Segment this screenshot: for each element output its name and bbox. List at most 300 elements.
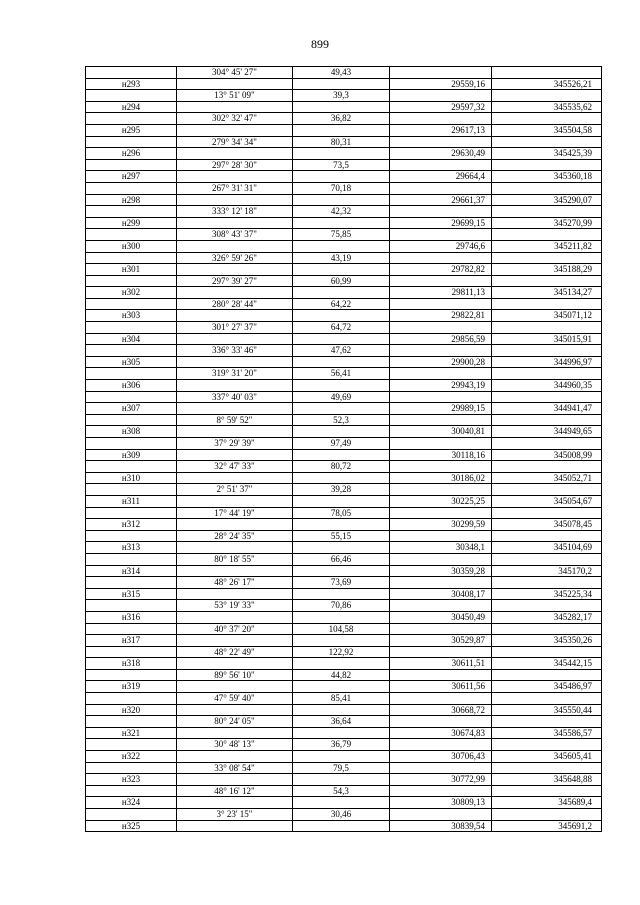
direction-angle-cell: 89° 56' 10" <box>177 669 293 681</box>
distance-cell <box>293 635 390 647</box>
x-coordinate-cell: 29900,28 <box>390 356 492 368</box>
point-number-cell: н312 <box>86 519 177 531</box>
table-row <box>86 542 602 554</box>
distance-cell: 36,64 <box>293 716 390 728</box>
table-row <box>86 240 602 252</box>
direction-angle-cell: 302° 32' 47" <box>177 113 293 125</box>
direction-angle-cell: 53° 19' 33" <box>177 600 293 612</box>
direction-angle-cell: 8° 59' 52" <box>177 414 293 426</box>
y-coordinate-cell: 345104,69 <box>492 542 602 554</box>
distance-cell: 43,19 <box>293 252 390 264</box>
y-coordinate-cell <box>492 182 602 194</box>
distance-cell: 47,62 <box>293 345 390 357</box>
x-coordinate-cell <box>390 600 492 612</box>
direction-angle-cell: 33° 08' 54" <box>177 762 293 774</box>
table-row <box>86 101 602 113</box>
point-number-cell: н302 <box>86 287 177 299</box>
distance-cell: 66,46 <box>293 553 390 565</box>
y-coordinate-cell: 345605,41 <box>492 751 602 763</box>
table-row <box>86 449 602 461</box>
direction-angle-cell <box>177 751 293 763</box>
distance-cell: 78,05 <box>293 507 390 519</box>
x-coordinate-cell <box>390 669 492 681</box>
table-row <box>86 809 602 821</box>
direction-angle-cell: 2° 51' 37" <box>177 484 293 496</box>
table-row <box>86 90 602 102</box>
x-coordinate-cell: 29943,19 <box>390 380 492 392</box>
y-coordinate-cell: 345486,97 <box>492 681 602 693</box>
x-coordinate-cell <box>390 414 492 426</box>
y-coordinate-cell <box>492 136 602 148</box>
point-number-cell <box>86 461 177 473</box>
point-number-cell <box>86 229 177 241</box>
direction-angle-cell: 48° 26' 17" <box>177 577 293 589</box>
table-row <box>86 438 602 450</box>
distance-cell <box>293 774 390 786</box>
distance-cell <box>293 751 390 763</box>
x-coordinate-cell <box>390 298 492 310</box>
distance-cell <box>293 171 390 183</box>
distance-cell: 54,3 <box>293 785 390 797</box>
direction-angle-cell <box>177 403 293 415</box>
table-row <box>86 380 602 392</box>
y-coordinate-cell <box>492 322 602 334</box>
x-coordinate-cell <box>390 507 492 519</box>
direction-angle-cell: 297° 28' 30" <box>177 159 293 171</box>
y-coordinate-cell <box>492 298 602 310</box>
point-number-cell <box>86 136 177 148</box>
table-row <box>86 785 602 797</box>
table-row <box>86 252 602 264</box>
direction-angle-cell: 3° 23' 15" <box>177 809 293 821</box>
distance-cell: 55,15 <box>293 530 390 542</box>
table-row <box>86 762 602 774</box>
y-coordinate-cell <box>492 693 602 705</box>
y-coordinate-cell <box>492 438 602 450</box>
table-row <box>86 693 602 705</box>
x-coordinate-cell: 29989,15 <box>390 403 492 415</box>
y-coordinate-cell <box>492 646 602 658</box>
x-coordinate-cell <box>390 785 492 797</box>
point-number-cell: н317 <box>86 635 177 647</box>
table-row <box>86 530 602 542</box>
distance-cell: 42,32 <box>293 206 390 218</box>
x-coordinate-cell <box>390 229 492 241</box>
direction-angle-cell: 336° 33' 46" <box>177 345 293 357</box>
point-number-cell: н321 <box>86 727 177 739</box>
direction-angle-cell <box>177 78 293 90</box>
direction-angle-cell: 308° 43' 37" <box>177 229 293 241</box>
x-coordinate-cell <box>390 90 492 102</box>
point-number-cell: н315 <box>86 588 177 600</box>
direction-angle-cell <box>177 542 293 554</box>
table-row <box>86 519 602 531</box>
y-coordinate-cell: 345648,88 <box>492 774 602 786</box>
direction-angle-cell <box>177 495 293 507</box>
y-coordinate-cell <box>492 461 602 473</box>
point-number-cell <box>86 438 177 450</box>
direction-angle-cell: 40° 37' 20" <box>177 623 293 635</box>
table-row <box>86 148 602 160</box>
y-coordinate-cell <box>492 809 602 821</box>
table-row <box>86 414 602 426</box>
y-coordinate-cell: 345360,18 <box>492 171 602 183</box>
direction-angle-cell: 333° 12' 18" <box>177 206 293 218</box>
distance-cell <box>293 449 390 461</box>
point-number-cell: н308 <box>86 426 177 438</box>
point-number-cell: н323 <box>86 774 177 786</box>
y-coordinate-cell: 345225,34 <box>492 588 602 600</box>
distance-cell <box>293 264 390 276</box>
direction-angle-cell <box>177 148 293 160</box>
table-row <box>86 136 602 148</box>
direction-angle-cell: 13° 51' 09" <box>177 90 293 102</box>
direction-angle-cell <box>177 124 293 136</box>
table-row <box>86 681 602 693</box>
point-number-cell <box>86 553 177 565</box>
y-coordinate-cell <box>492 484 602 496</box>
x-coordinate-cell <box>390 368 492 380</box>
distance-cell <box>293 495 390 507</box>
x-coordinate-cell: 30809,13 <box>390 797 492 809</box>
point-number-cell: н293 <box>86 78 177 90</box>
distance-cell: 44,82 <box>293 669 390 681</box>
x-coordinate-cell <box>390 252 492 264</box>
point-number-cell: н316 <box>86 611 177 623</box>
x-coordinate-cell: 30706,43 <box>390 751 492 763</box>
table-row <box>86 368 602 380</box>
x-coordinate-cell: 30529,87 <box>390 635 492 647</box>
x-coordinate-cell: 30299,59 <box>390 519 492 531</box>
y-coordinate-cell: 345188,29 <box>492 264 602 276</box>
distance-cell: 79,5 <box>293 762 390 774</box>
direction-angle-cell: 48° 16' 12" <box>177 785 293 797</box>
distance-cell: 39,3 <box>293 90 390 102</box>
table-row <box>86 577 602 589</box>
x-coordinate-cell: 30359,28 <box>390 565 492 577</box>
y-coordinate-cell <box>492 507 602 519</box>
y-coordinate-cell <box>492 669 602 681</box>
x-coordinate-cell: 29856,59 <box>390 333 492 345</box>
x-coordinate-cell: 30118,16 <box>390 449 492 461</box>
x-coordinate-cell: 30450,49 <box>390 611 492 623</box>
point-number-cell <box>86 530 177 542</box>
table-row <box>86 704 602 716</box>
point-number-cell: н300 <box>86 240 177 252</box>
x-coordinate-cell <box>390 553 492 565</box>
y-coordinate-cell: 345526,21 <box>492 78 602 90</box>
distance-cell: 36,82 <box>293 113 390 125</box>
y-coordinate-cell <box>492 623 602 635</box>
distance-cell: 73,69 <box>293 577 390 589</box>
distance-cell <box>293 148 390 160</box>
y-coordinate-cell: 345071,12 <box>492 310 602 322</box>
distance-cell <box>293 658 390 670</box>
distance-cell: 39,28 <box>293 484 390 496</box>
point-number-cell: н295 <box>86 124 177 136</box>
distance-cell: 122,92 <box>293 646 390 658</box>
table-row <box>86 658 602 670</box>
direction-angle-cell <box>177 635 293 647</box>
direction-angle-cell: 337° 40' 03" <box>177 391 293 403</box>
direction-angle-cell: 32° 47' 33" <box>177 461 293 473</box>
direction-angle-cell <box>177 287 293 299</box>
y-coordinate-cell: 345504,58 <box>492 124 602 136</box>
y-coordinate-cell <box>492 391 602 403</box>
point-number-cell: н294 <box>86 101 177 113</box>
direction-angle-cell: 279° 34' 34" <box>177 136 293 148</box>
y-coordinate-cell <box>492 553 602 565</box>
direction-angle-cell <box>177 194 293 206</box>
table-row <box>86 264 602 276</box>
point-number-cell <box>86 182 177 194</box>
y-coordinate-cell: 345282,17 <box>492 611 602 623</box>
x-coordinate-cell <box>390 391 492 403</box>
distance-cell <box>293 403 390 415</box>
table-row <box>86 553 602 565</box>
table-row <box>86 472 602 484</box>
distance-cell: 49,43 <box>293 67 390 79</box>
x-coordinate-cell <box>390 716 492 728</box>
x-coordinate-cell: 29597,32 <box>390 101 492 113</box>
x-coordinate-cell: 29630,49 <box>390 148 492 160</box>
table-row <box>86 484 602 496</box>
table-row <box>86 206 602 218</box>
distance-cell <box>293 588 390 600</box>
x-coordinate-cell <box>390 438 492 450</box>
table-row <box>86 623 602 635</box>
distance-cell <box>293 797 390 809</box>
distance-cell <box>293 310 390 322</box>
distance-cell: 70,86 <box>293 600 390 612</box>
table-row <box>86 217 602 229</box>
distance-cell <box>293 472 390 484</box>
direction-angle-cell <box>177 658 293 670</box>
table-row <box>86 229 602 241</box>
x-coordinate-cell <box>390 693 492 705</box>
distance-cell: 52,3 <box>293 414 390 426</box>
y-coordinate-cell: 345425,39 <box>492 148 602 160</box>
table-row <box>86 124 602 136</box>
direction-angle-cell <box>177 171 293 183</box>
y-coordinate-cell: 345054,67 <box>492 495 602 507</box>
y-coordinate-cell: 345689,4 <box>492 797 602 809</box>
distance-cell: 80,31 <box>293 136 390 148</box>
point-number-cell: н307 <box>86 403 177 415</box>
table-row <box>86 182 602 194</box>
x-coordinate-cell <box>390 623 492 635</box>
x-coordinate-cell <box>390 345 492 357</box>
distance-cell <box>293 287 390 299</box>
y-coordinate-cell: 345078,45 <box>492 519 602 531</box>
x-coordinate-cell <box>390 275 492 287</box>
direction-angle-cell: 304° 45' 27" <box>177 67 293 79</box>
distance-cell: 75,85 <box>293 229 390 241</box>
y-coordinate-cell <box>492 762 602 774</box>
table-row <box>86 588 602 600</box>
distance-cell: 56,41 <box>293 368 390 380</box>
y-coordinate-cell <box>492 414 602 426</box>
table-row <box>86 611 602 623</box>
x-coordinate-cell: 29661,37 <box>390 194 492 206</box>
y-coordinate-cell <box>492 159 602 171</box>
direction-angle-cell: 48° 22' 49" <box>177 646 293 658</box>
table-row <box>86 391 602 403</box>
x-coordinate-cell: 30225,25 <box>390 495 492 507</box>
distance-cell <box>293 194 390 206</box>
direction-angle-cell <box>177 426 293 438</box>
table-row <box>86 669 602 681</box>
distance-cell <box>293 426 390 438</box>
direction-angle-cell <box>177 449 293 461</box>
distance-cell <box>293 611 390 623</box>
point-number-cell <box>86 113 177 125</box>
y-coordinate-cell: 345350,26 <box>492 635 602 647</box>
y-coordinate-cell <box>492 113 602 125</box>
y-coordinate-cell <box>492 252 602 264</box>
page-number: 899 <box>311 37 329 51</box>
distance-cell <box>293 333 390 345</box>
point-number-cell: н318 <box>86 658 177 670</box>
distance-cell <box>293 727 390 739</box>
distance-cell <box>293 820 390 832</box>
table-row <box>86 159 602 171</box>
y-coordinate-cell: 345015,91 <box>492 333 602 345</box>
point-number-cell <box>86 623 177 635</box>
direction-angle-cell: 326° 59' 26" <box>177 252 293 264</box>
direction-angle-cell: 297° 39' 27" <box>177 275 293 287</box>
distance-cell <box>293 542 390 554</box>
y-coordinate-cell <box>492 600 602 612</box>
table-row <box>86 774 602 786</box>
point-number-cell <box>86 298 177 310</box>
table-row <box>86 646 602 658</box>
direction-angle-cell <box>177 519 293 531</box>
y-coordinate-cell <box>492 275 602 287</box>
x-coordinate-cell: 30674,83 <box>390 727 492 739</box>
direction-angle-cell <box>177 217 293 229</box>
table-row <box>86 67 602 79</box>
point-number-cell <box>86 693 177 705</box>
distance-cell: 64,22 <box>293 298 390 310</box>
distance-cell <box>293 356 390 368</box>
distance-cell <box>293 681 390 693</box>
distance-cell: 49,69 <box>293 391 390 403</box>
table-row <box>86 751 602 763</box>
point-number-cell <box>86 762 177 774</box>
y-coordinate-cell <box>492 530 602 542</box>
table-row <box>86 113 602 125</box>
point-number-cell: н314 <box>86 565 177 577</box>
x-coordinate-cell <box>390 809 492 821</box>
table-row <box>86 78 602 90</box>
table-row <box>86 565 602 577</box>
point-number-cell <box>86 785 177 797</box>
x-coordinate-cell: 30611,56 <box>390 681 492 693</box>
direction-angle-cell <box>177 101 293 113</box>
x-coordinate-cell <box>390 206 492 218</box>
x-coordinate-cell: 29664,4 <box>390 171 492 183</box>
y-coordinate-cell: 344949,65 <box>492 426 602 438</box>
table-row <box>86 507 602 519</box>
point-number-cell <box>86 809 177 821</box>
direction-angle-cell <box>177 774 293 786</box>
coordinates-table <box>85 66 602 832</box>
point-number-cell <box>86 322 177 334</box>
direction-angle-cell: 319° 31' 20" <box>177 368 293 380</box>
y-coordinate-cell: 345691,2 <box>492 820 602 832</box>
y-coordinate-cell <box>492 206 602 218</box>
x-coordinate-cell <box>390 322 492 334</box>
table-row <box>86 275 602 287</box>
point-number-cell <box>86 716 177 728</box>
y-coordinate-cell: 345170,2 <box>492 565 602 577</box>
table-row <box>86 171 602 183</box>
point-number-cell <box>86 252 177 264</box>
x-coordinate-cell <box>390 159 492 171</box>
x-coordinate-cell: 30186,02 <box>390 472 492 484</box>
x-coordinate-cell <box>390 530 492 542</box>
direction-angle-cell <box>177 611 293 623</box>
y-coordinate-cell: 345211,82 <box>492 240 602 252</box>
point-number-cell: н310 <box>86 472 177 484</box>
table-row <box>86 287 602 299</box>
point-number-cell: н297 <box>86 171 177 183</box>
point-number-cell <box>86 206 177 218</box>
distance-cell: 104,58 <box>293 623 390 635</box>
distance-cell: 36,79 <box>293 739 390 751</box>
point-number-cell <box>86 67 177 79</box>
y-coordinate-cell: 345270,99 <box>492 217 602 229</box>
point-number-cell: н320 <box>86 704 177 716</box>
x-coordinate-cell: 29746,6 <box>390 240 492 252</box>
x-coordinate-cell <box>390 67 492 79</box>
x-coordinate-cell: 30772,99 <box>390 774 492 786</box>
x-coordinate-cell: 30611,51 <box>390 658 492 670</box>
direction-angle-cell: 28° 24' 35" <box>177 530 293 542</box>
y-coordinate-cell: 345586,57 <box>492 727 602 739</box>
point-number-cell: н325 <box>86 820 177 832</box>
x-coordinate-cell: 30668,72 <box>390 704 492 716</box>
point-number-cell <box>86 646 177 658</box>
point-number-cell: н311 <box>86 495 177 507</box>
y-coordinate-cell <box>492 785 602 797</box>
y-coordinate-cell: 345052,71 <box>492 472 602 484</box>
y-coordinate-cell: 345134,27 <box>492 287 602 299</box>
distance-cell <box>293 565 390 577</box>
point-number-cell: н301 <box>86 264 177 276</box>
table-row <box>86 194 602 206</box>
distance-cell: 80,72 <box>293 461 390 473</box>
direction-angle-cell <box>177 310 293 322</box>
x-coordinate-cell: 30040,81 <box>390 426 492 438</box>
x-coordinate-cell <box>390 461 492 473</box>
point-number-cell <box>86 275 177 287</box>
direction-angle-cell <box>177 727 293 739</box>
x-coordinate-cell: 30348,1 <box>390 542 492 554</box>
y-coordinate-cell: 345442,15 <box>492 658 602 670</box>
point-number-cell <box>86 507 177 519</box>
x-coordinate-cell <box>390 136 492 148</box>
direction-angle-cell <box>177 797 293 809</box>
point-number-cell: н305 <box>86 356 177 368</box>
y-coordinate-cell <box>492 229 602 241</box>
y-coordinate-cell <box>492 368 602 380</box>
distance-cell: 60,99 <box>293 275 390 287</box>
x-coordinate-cell <box>390 484 492 496</box>
direction-angle-cell <box>177 356 293 368</box>
y-coordinate-cell <box>492 67 602 79</box>
